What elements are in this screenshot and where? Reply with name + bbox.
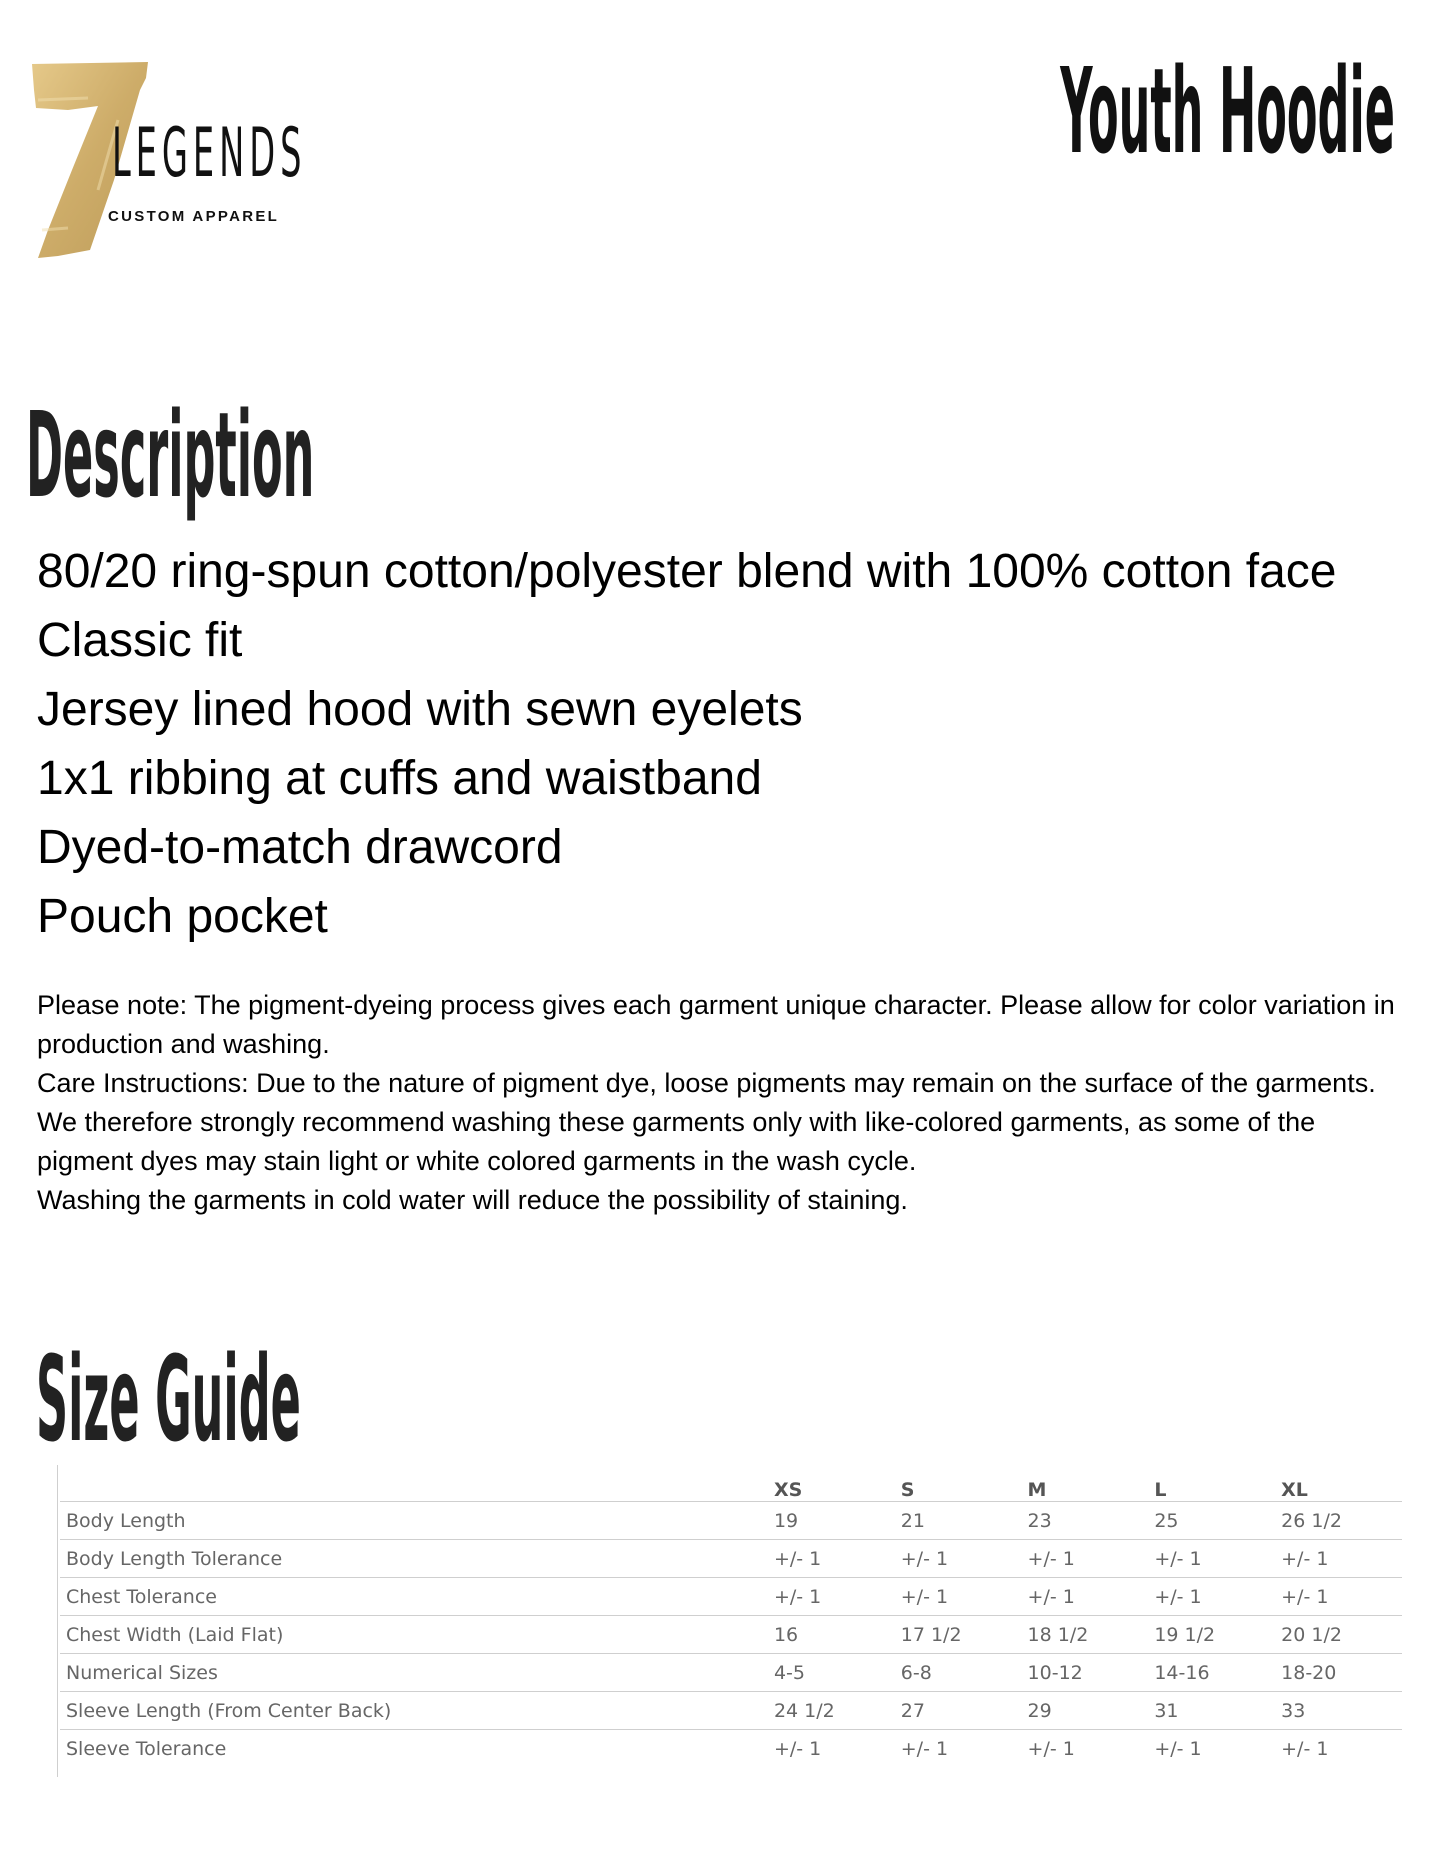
row-label: Sleeve Length (From Center Back) — [60, 1692, 768, 1730]
table-cell: +/- 1 — [1022, 1578, 1149, 1616]
table-cell: +/- 1 — [1275, 1540, 1402, 1578]
table-cell: 4-5 — [768, 1654, 895, 1692]
care-instructions: Care Instructions: Due to the nature of pigment dye, loose pigments may remain on the surface of the garments. We therefore strongly recommend washing these garments only with like-colored garments, as some of the pigment dyes may stain light or white colored garments in the wash cycle. — [37, 1068, 1376, 1176]
table-cell: 27 — [895, 1692, 1022, 1730]
row-label: Sleeve Tolerance — [66, 1737, 227, 1760]
table-cell: +/- 1 — [1275, 1578, 1402, 1616]
row-label: Chest Width (Laid Flat) — [60, 1616, 768, 1654]
table-row — [60, 1502, 1402, 1540]
column-header-xs: XS — [768, 1471, 895, 1502]
table-cell: +/- 1 — [1022, 1540, 1149, 1578]
feature-list — [37, 537, 1337, 951]
table-cell: 25 — [1148, 1502, 1275, 1540]
description-heading: Description — [26, 386, 315, 524]
table-cell: 20 1/2 — [1275, 1616, 1402, 1654]
table-cell: 18-20 — [1275, 1654, 1402, 1692]
table-cell: 10-12 — [1022, 1654, 1149, 1692]
size-guide-table — [60, 1471, 1402, 1767]
table-row — [60, 1616, 1402, 1654]
row-label: Numerical Sizes — [60, 1654, 768, 1692]
column-header-m: M — [1022, 1471, 1149, 1502]
feature-item: Dyed-to-match drawcord — [37, 821, 563, 874]
table-cell: 19 1/2 — [1148, 1616, 1275, 1654]
table-cell: 24 1/2 — [768, 1692, 895, 1730]
table-row — [60, 1692, 1402, 1730]
table-cell: +/- 1 — [1148, 1540, 1275, 1578]
table-cell: 33 — [1275, 1692, 1402, 1730]
size-guide-heading: Size Guide — [36, 1330, 301, 1468]
feature-item: Classic fit — [37, 614, 243, 667]
feature-item: Jersey lined hood with sewn eyelets — [37, 683, 803, 736]
table-row — [60, 1578, 1402, 1616]
care-notes — [37, 986, 1397, 1220]
size-guide-table-container — [57, 1465, 1402, 1777]
table-cell: +/- 1 — [895, 1540, 1022, 1578]
brand-tagline: CUSTOM APPAREL — [108, 208, 280, 225]
table-cell: +/- 1 — [900, 1737, 949, 1760]
table-cell: 21 — [895, 1502, 1022, 1540]
table-cell: 14-16 — [1148, 1654, 1275, 1692]
pigment-note: Please note: The pigment-dyeing process gives each garment unique character. Please allow for color variation in production and washing. — [37, 990, 1395, 1059]
table-cell: +/- 1 — [1281, 1737, 1329, 1760]
table-cell: +/- 1 — [768, 1578, 895, 1616]
washing-note: Washing the garments in cold water will reduce the possibility of staining. — [37, 1185, 908, 1215]
brand-logo — [28, 60, 308, 260]
table-cell: +/- 1 — [1154, 1737, 1202, 1760]
row-label: Body Length Tolerance — [60, 1540, 768, 1578]
table-cell: 18 1/2 — [1022, 1616, 1149, 1654]
table-cell: 6-8 — [895, 1654, 1022, 1692]
table-cell: 16 — [768, 1616, 895, 1654]
column-header-xl: XL — [1275, 1471, 1402, 1502]
table-row — [60, 1730, 1402, 1768]
table-row — [60, 1540, 1402, 1578]
column-header-s: S — [895, 1471, 1022, 1502]
table-cell: +/- 1 — [773, 1737, 822, 1760]
feature-item: 80/20 ring-spun cotton/polyester blend with 100% cotton face — [37, 545, 1337, 598]
table-cell: 19 — [768, 1502, 895, 1540]
column-header-l: L — [1148, 1471, 1275, 1502]
table-cell: +/- 1 — [1148, 1578, 1275, 1616]
table-row — [60, 1654, 1402, 1692]
table-header-row — [60, 1471, 1402, 1502]
table-cell: +/- 1 — [768, 1540, 895, 1578]
column-header-label — [60, 1471, 768, 1502]
page-title: Youth Hoodie — [1060, 42, 1395, 180]
table-cell: 23 — [1022, 1502, 1149, 1540]
row-label: Body Length — [60, 1502, 768, 1540]
row-label: Chest Tolerance — [60, 1578, 768, 1616]
table-cell: 17 1/2 — [895, 1616, 1022, 1654]
feature-item: 1x1 ribbing at cuffs and waistband — [37, 752, 762, 805]
table-cell: +/- 1 — [1027, 1737, 1075, 1760]
table-cell: 29 — [1022, 1692, 1149, 1730]
feature-item: Pouch pocket — [37, 890, 328, 943]
brand-name: LEGENDS — [112, 114, 307, 193]
table-cell: +/- 1 — [895, 1578, 1022, 1616]
table-cell: 26 1/2 — [1275, 1502, 1402, 1540]
table-cell: 31 — [1148, 1692, 1275, 1730]
